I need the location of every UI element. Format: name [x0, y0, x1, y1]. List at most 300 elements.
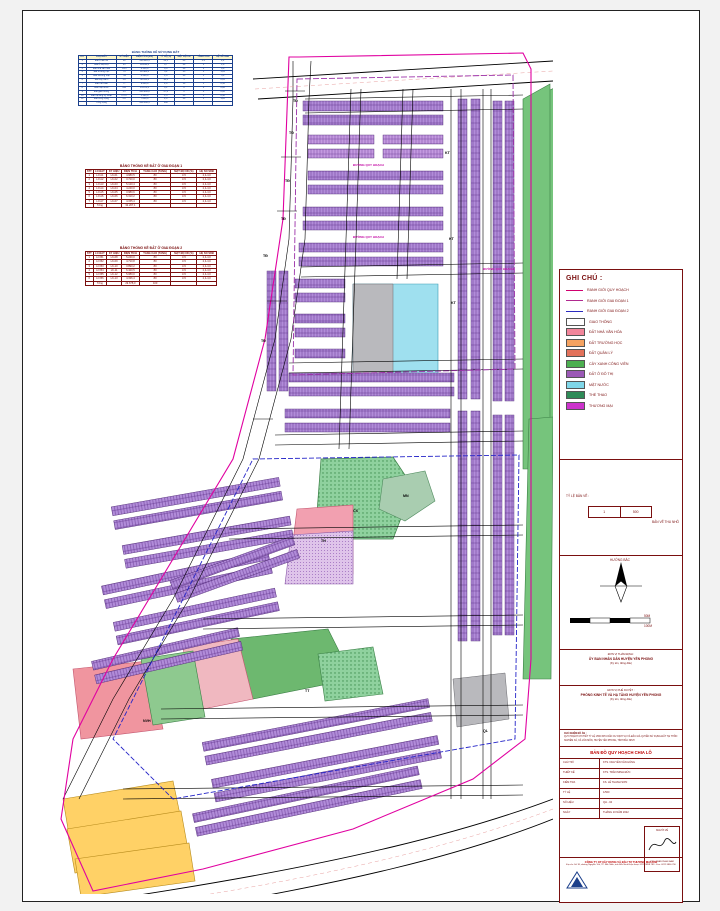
table-cell: 5: [174, 79, 194, 83]
col-header: TẦNG CAO: [194, 56, 213, 60]
map-label: TĐ: [263, 254, 268, 258]
table-cell: LÔ A5: [93, 191, 107, 195]
company-address: Địa chỉ: Số 18, đường Nguyễn Trãi, TP. Bắc Ninh, tỉnh Bắc Ninh Điện thoại: 0222.3856.789 - Fax: 0222.3856.790: [566, 864, 676, 866]
legend-label: GIAO THÔNG: [589, 319, 612, 324]
table-cell: NVH: [117, 67, 132, 71]
table-row: [86, 203, 217, 207]
table-cell: 4,1: [157, 86, 174, 90]
table-cell: 9: [79, 90, 87, 94]
table-cell: 4: [79, 71, 87, 75]
col-header: HỆ SỐ SDĐ: [213, 56, 233, 60]
table-cell: 2.150,0: [132, 67, 158, 71]
road-label: ĐƯỜNG QUY HOẠCH: [353, 235, 384, 239]
table-cell: LK-11: [107, 268, 122, 272]
col-header: MẬT ĐỘ XD (%): [171, 170, 197, 174]
table-cell: LÔ B3: [93, 264, 107, 268]
table-cell: 5.120,0: [132, 94, 158, 98]
table-cell: Đất giao thông: [86, 90, 117, 94]
signer-name: KTS. TRẦN PHAN NAM: [650, 861, 674, 863]
table-cell: [174, 102, 194, 106]
legend-item[interactable]: [560, 285, 682, 296]
legend-item[interactable]: [560, 338, 682, 349]
distance-scale-bar: [570, 616, 670, 632]
legend-item[interactable]: [560, 369, 682, 380]
table-cell: 1: [79, 59, 87, 63]
table-cell: 4,7: [157, 63, 174, 67]
table-row: [79, 102, 233, 106]
table-cell: 2,4-4,0: [197, 277, 217, 281]
col-header: HỆ SỐ SDĐ: [197, 252, 217, 256]
table-cell: Tổng: [93, 281, 107, 285]
title-block: [559, 729, 683, 903]
table-cell: 3: [86, 182, 94, 186]
col-header: KÝ HIỆU: [117, 56, 132, 60]
table-cell: 0: [174, 86, 194, 90]
table-cell: Đất ở biệt thự: [86, 63, 117, 67]
table-cell: 15.870,0: [132, 86, 158, 90]
scale-panel: [559, 459, 683, 557]
table-cell: 10: [79, 94, 87, 98]
signer-label: NGƯỜI VẼ: [655, 829, 669, 832]
table-cell: Tổng: [93, 203, 107, 207]
table-cell: 0: [174, 90, 194, 94]
drawing-title: BẢN ĐỒ QUY HOẠCH CHIA LÔ: [560, 747, 682, 759]
table-cell: 6.420,5: [121, 268, 139, 272]
table-cell: 2,4-4,0: [197, 199, 217, 203]
table-cell: 60: [174, 75, 194, 79]
table-cell: 145.260,0: [132, 90, 158, 94]
table-cell: LK-03: [107, 182, 122, 186]
table-cell: 3.980,6: [121, 191, 139, 195]
table-cell: LÔ A2: [93, 178, 107, 182]
table-cell: 80: [139, 273, 171, 277]
phase1-table-wrapper[interactable]: [85, 163, 217, 208]
table-cell: 1,6: [157, 75, 174, 79]
table-cell: 5.120,4: [121, 182, 139, 186]
company-name: CÔNG TY CP XÂY DỰNG VÀ ĐẦU TƯ THƯƠNG MẠI ACĐ: [584, 861, 658, 864]
table-cell: 3: [194, 71, 213, 75]
map-label: KT: [451, 301, 456, 305]
table-cell: 1,05: [213, 71, 233, 75]
table-row: [86, 281, 217, 285]
approval2-line2: PHÒNG KINH TẾ VÀ HẠ TẦNG HUYỆN YÊN PHONG: [580, 693, 662, 698]
col-header: TẦNG CAO (TẦNG): [139, 170, 171, 174]
table-cell: BT: [117, 63, 132, 67]
phase1-table: [85, 169, 217, 208]
legend-label: CÂY XANH CÔNG VIÊN: [589, 361, 629, 366]
table-cell: 12.480,0: [132, 71, 158, 75]
table-cell: Đất thương mại: [86, 75, 117, 79]
titleblock-row: [560, 769, 682, 779]
table-cell: LÔ B6: [93, 277, 107, 281]
legend-label: RANH GIỚI GIAI ĐOẠN 1: [587, 298, 629, 303]
titleblock-row-key: NGÀY: [560, 809, 600, 818]
col-header: DIỆN TÍCH (m2): [132, 56, 158, 60]
legend-label: ĐẤT TRƯỜNG HỌC: [589, 340, 623, 345]
table-cell: 2,4-4,0: [197, 174, 217, 178]
titleblock-row-key: KIỂM TRA: [560, 779, 600, 788]
table-cell: LK-04: [107, 186, 122, 190]
table-cell: LK-06: [107, 195, 122, 199]
legend-label: ĐẤT QUẢN LÝ: [589, 351, 613, 356]
legend-panel[interactable]: [559, 269, 683, 461]
table-cell: Tổng cộng: [86, 102, 117, 106]
map-label: TĐ: [281, 217, 286, 221]
table-cell: 2,4-4,0: [197, 256, 217, 260]
company-logo-icon: [566, 870, 588, 890]
road-label: ĐƯỜNG QUY HOẠCH: [483, 267, 514, 271]
table-cell: TM: [117, 75, 132, 79]
table-cell: [213, 102, 233, 106]
table-cell: 1,3: [157, 94, 174, 98]
table-cell: 3-5: [171, 182, 197, 186]
table-cell: LÔ B4: [93, 268, 107, 272]
legend-swatch: [566, 318, 585, 326]
phase2-table-wrapper[interactable]: [85, 245, 217, 286]
approval2-line1: ĐƠN VỊ PHÊ DUYỆT :: [607, 689, 635, 692]
legend-item[interactable]: [560, 317, 682, 328]
table-cell: 2,4: [157, 83, 174, 87]
titleblock-row: [560, 799, 682, 809]
north-arrow-panel: [559, 555, 683, 651]
legend-title: GHI CHÚ :: [566, 275, 603, 282]
table-cell: 3,2: [157, 71, 174, 75]
table-cell: [171, 281, 197, 285]
table-cell: 80: [139, 268, 171, 272]
table-cell: 2,4-4,0: [197, 268, 217, 272]
table-cell: LK-07: [107, 199, 122, 203]
map-label: QL: [483, 729, 488, 733]
table-cell: 4.240,0: [121, 186, 139, 190]
approval1-line2: ỦY BAN NHÂN DÂN HUYỆN YÊN PHONG: [588, 657, 654, 662]
legend-swatch: [566, 328, 585, 336]
phase1-title: BẢNG THỐNG KÊ ĐẤT Ở GIAI ĐOẠN 1: [119, 164, 183, 168]
legend-item[interactable]: [560, 327, 682, 338]
table-cell: 1: [194, 83, 213, 87]
col-header: KÝ HIỆU: [107, 170, 122, 174]
table-cell: TT: [117, 83, 132, 87]
table-cell: LK-08: [107, 256, 122, 260]
map-label: TĐ: [285, 179, 290, 183]
table-cell: 4.155,4: [121, 199, 139, 203]
legend-swatch: [566, 360, 585, 368]
table-cell: CX: [117, 79, 132, 83]
table-cell: MN: [117, 86, 132, 90]
legend-item[interactable]: [560, 380, 682, 391]
table-cell: TH: [117, 71, 132, 75]
table-cell: [117, 102, 132, 106]
table-cell: 3-5: [171, 199, 197, 203]
scale-left-value: 1: [589, 507, 621, 517]
table-cell: 2,4-4,0: [197, 186, 217, 190]
table-cell: [194, 102, 213, 106]
map-label: TT: [305, 689, 310, 693]
phase2-table: [85, 251, 217, 286]
legend-item[interactable]: [560, 296, 682, 307]
table-cell: 5: [86, 191, 94, 195]
titleblock-row: [560, 779, 682, 789]
table-cell: 100: [139, 281, 171, 285]
table-cell: LK-12: [107, 273, 122, 277]
table-cell: LK-10: [107, 264, 122, 268]
col-header: HỆ SỐ SDĐ: [197, 170, 217, 174]
legend-item[interactable]: [560, 401, 682, 412]
scale-right-value: 500: [632, 510, 639, 514]
table-cell: LÔ B5: [93, 273, 107, 277]
table-cell: 1: [86, 174, 94, 178]
table-cell: 3-5: [171, 174, 197, 178]
table-cell: 38.650,0: [132, 79, 158, 83]
table-cell: 100: [157, 102, 174, 106]
table-cell: 2: [86, 178, 94, 182]
table-cell: Đất nhà văn hóa: [86, 67, 117, 71]
table-cell: LÔ B2: [93, 260, 107, 264]
table-cell: 4: [86, 186, 94, 190]
col-header: MẬT ĐỘ XD: [174, 56, 194, 60]
legend-item[interactable]: [560, 390, 682, 401]
table-cell: 2: [86, 260, 94, 264]
drawing-sheet: [22, 10, 700, 902]
legend-swatch: [566, 349, 585, 357]
table-cell: [79, 102, 87, 106]
table-cell: 5: [194, 75, 213, 79]
legend-label: MẶT NƯỚC: [589, 382, 609, 387]
table-cell: [107, 281, 122, 285]
table-cell: 2: [79, 63, 87, 67]
titleblock-row-value: THÁNG 10 NĂM 2022: [603, 811, 629, 815]
titleblock-row-value: KS. LÊ THANH SƠN: [603, 781, 628, 785]
land-use-statistics-table[interactable]: [78, 49, 233, 106]
table-cell: 80: [139, 178, 171, 182]
legend-label: THỂ THAO: [589, 393, 608, 398]
table-cell: 3: [194, 63, 213, 67]
table-cell: [171, 203, 197, 207]
table-cell: 10,0: [157, 79, 174, 83]
table-cell: 0: [194, 86, 213, 90]
project-note: [560, 730, 682, 747]
table-cell: 35: [174, 71, 194, 75]
map-label: TĐ: [293, 99, 298, 103]
table-cell: 80: [139, 199, 171, 203]
map-label: MN: [403, 494, 409, 498]
table-cell: 1: [194, 79, 213, 83]
legend-label: ĐẤT Ở ĐÔ THỊ: [589, 372, 614, 377]
table-cell: 3-5: [194, 59, 213, 63]
table-cell: Đất mặt nước: [86, 86, 117, 90]
scale-bar-left-label: 50M: [644, 614, 651, 618]
map-label: TĐ: [261, 339, 266, 343]
map-label: KT: [449, 237, 454, 241]
table-cell: 4.710,8: [121, 260, 139, 264]
table-cell: 3.890,2: [121, 264, 139, 268]
project-note-text: QUY HOẠCH CHI TIẾT TỶ LỆ 1/500 KHU DÂN CƯ DỊCH VỤ VÀ ĐẤU GIÁ QUYỀN SỬ DỤNG ĐẤT TẠI THÔN NGHIÊM XÁ, XÃ VĂN MÔN, HUYỆN YÊN PHONG, TỈNH BẮC NINH: [564, 736, 678, 742]
table-cell: 6: [79, 79, 87, 83]
titleblock-row-value: QH - 04: [603, 801, 613, 805]
stat-table-title: BẢNG THỐNG KÊ SỬ DỤNG ĐẤT: [131, 50, 180, 54]
table-cell: 7: [79, 83, 87, 87]
table-cell: 0,8: [213, 67, 233, 71]
table-cell: Đất cây xanh: [86, 79, 117, 83]
table-cell: 9.430,0: [132, 83, 158, 87]
map-label: NVH: [143, 719, 151, 723]
table-cell: LÔ A3: [93, 182, 107, 186]
legend-swatch: [566, 402, 585, 410]
legend-label: ĐẤT NHÀ VĂN HÓA: [589, 330, 622, 335]
north-arrow-icon: [560, 556, 682, 616]
table-cell: 8: [79, 86, 87, 90]
table-cell: 2,4-4,0: [197, 273, 217, 277]
table-cell: 18.240,0: [132, 63, 158, 67]
table-cell: 2,4-4,0: [197, 182, 217, 186]
titleblock-row-key: THIẾT KẾ: [560, 769, 600, 778]
table-cell: [197, 281, 217, 285]
table-cell: 3.720,0: [121, 178, 139, 182]
titleblock-row: [560, 809, 682, 819]
titleblock-row-key: CHỦ TRÌ: [560, 759, 600, 768]
col-header: STT: [86, 252, 92, 255]
table-cell: 4.680,5: [121, 174, 139, 178]
table-cell: 0,10: [213, 83, 233, 87]
table-cell: GT: [117, 90, 132, 94]
col-header: LÔ ĐẤT: [95, 170, 105, 173]
table-cell: 7.640,0: [132, 98, 158, 102]
map-label: TH: [321, 539, 326, 543]
table-cell: 6.320,0: [132, 75, 158, 79]
table-cell: 60: [174, 63, 194, 67]
approval-panel-investor: [559, 685, 683, 731]
legend-swatch: [566, 311, 583, 312]
col-header: LÔ ĐẤT: [95, 252, 105, 255]
titleblock-row-value: KTS. NGUYỄN VĂN HÙNG: [603, 761, 635, 765]
table-cell: 80: [139, 264, 171, 268]
table-cell: LK: [117, 59, 132, 63]
col-header: TỶ LỆ (%): [157, 56, 174, 60]
legend-swatch: [566, 370, 585, 378]
table-cell: 5.080,0: [121, 273, 139, 277]
stat-table: [78, 55, 233, 106]
col-header: STT: [86, 170, 92, 173]
approval1-line3: (Ký tên, đóng dấu): [609, 662, 633, 666]
col-header: KÝ HIỆU: [107, 252, 122, 256]
titleblock-row-key: TỶ LỆ: [560, 789, 600, 798]
table-cell: 3-5: [171, 260, 197, 264]
table-cell: 2,0: [157, 98, 174, 102]
legend-swatch: [566, 290, 583, 291]
table-cell: 3-5: [171, 186, 197, 190]
table-cell: 37,6: [157, 90, 174, 94]
legend-swatch: [566, 391, 585, 399]
table-cell: 80: [139, 182, 171, 186]
table-cell: [139, 203, 171, 207]
table-cell: [86, 203, 94, 207]
road-label: ĐƯỜNG QUY HOẠCH: [353, 163, 384, 167]
table-cell: 3: [194, 98, 213, 102]
north-label: HƯỚNG BẮC: [610, 558, 630, 562]
table-cell: 0: [194, 90, 213, 94]
table-cell: HTKT: [117, 94, 132, 98]
legend-swatch: [566, 300, 583, 301]
table-cell: LK-09: [107, 260, 122, 264]
legend-item[interactable]: [560, 306, 682, 317]
project-note-label: CHỦ NHIỆM ĐỒ ÁN :: [564, 733, 587, 735]
table-cell: 386.580,5: [132, 102, 158, 106]
scale-caption: TỶ LỆ BẢN VẼ :: [566, 494, 590, 498]
company-block: [560, 857, 682, 902]
table-cell: 32,5: [157, 59, 174, 63]
table-cell: LK-13: [107, 277, 122, 281]
legend-item[interactable]: [560, 348, 682, 359]
table-cell: LK-01: [107, 174, 122, 178]
table-cell: 3: [79, 67, 87, 71]
col-header: STT: [80, 56, 85, 58]
table-cell: 0,00: [213, 86, 233, 90]
table-cell: 0,40: [213, 94, 233, 98]
table-cell: 3,0: [213, 75, 233, 79]
table-cell: LK-02: [107, 178, 122, 182]
table-cell: Đất ở liền kề: [86, 59, 117, 63]
map-label: TĐ: [289, 131, 294, 135]
table-cell: 40: [174, 98, 194, 102]
table-cell: 6.310,2: [121, 195, 139, 199]
table-cell: Đất hạ tầng kỹ thuật: [86, 94, 117, 98]
table-cell: 2,4-4,0: [197, 178, 217, 182]
titleblock-row-key: SỐ HIỆU: [560, 799, 600, 808]
legend-label: RANH GIỚI GIAI ĐOẠN 2: [587, 309, 629, 314]
table-cell: 80: [139, 191, 171, 195]
table-cell: 1,20: [213, 98, 233, 102]
table-cell: 2,4-4,0: [197, 260, 217, 264]
table-cell: 3-5: [171, 268, 197, 272]
table-cell: LÔ A4: [93, 186, 107, 190]
signature-icon: [645, 832, 679, 856]
legend-swatch: [566, 339, 585, 347]
scale-note: BẢN VẼ THU NHỎ: [652, 520, 680, 524]
table-cell: 3-5: [171, 264, 197, 268]
table-cell: 3-5: [171, 256, 197, 260]
table-cell: 3-5: [171, 273, 197, 277]
legend-item[interactable]: [560, 359, 682, 370]
table-cell: 1: [194, 94, 213, 98]
table-cell: 2,4-4,0: [197, 191, 217, 195]
table-cell: LÔ A1: [93, 174, 107, 178]
table-cell: 1,8: [213, 63, 233, 67]
table-cell: 80: [139, 277, 171, 281]
table-cell: 2,4-4,0: [197, 264, 217, 268]
approval-panel-appraisal: [559, 649, 683, 687]
table-cell: 4.336,4: [121, 277, 139, 281]
table-cell: 3-5: [171, 195, 197, 199]
table-cell: 7: [86, 199, 94, 203]
table-cell: 2,4: [213, 59, 233, 63]
table-cell: 3: [86, 264, 94, 268]
table-cell: 2: [194, 67, 213, 71]
table-cell: 80: [139, 174, 171, 178]
titleblock-row-value: KTS. TRẦN MINH ĐỨC: [603, 771, 631, 775]
table-cell: 80: [139, 260, 171, 264]
legend-label: THƯƠNG MẠI: [589, 403, 613, 408]
table-cell: 0,00: [213, 90, 233, 94]
col-header: TẦNG CAO (TẦNG): [139, 252, 171, 256]
approval2-line3: (Ký tên, đóng dấu): [609, 698, 633, 702]
legend-label: RANH GIỚI QUY HOẠCH: [587, 288, 629, 293]
titleblock-row: [560, 789, 682, 799]
table-cell: 6: [86, 195, 94, 199]
table-cell: 0,6: [157, 67, 174, 71]
table-cell: 4: [86, 268, 94, 272]
table-cell: Đất trường học: [86, 71, 117, 75]
table-cell: LK-05: [107, 191, 122, 195]
scale-bar: [588, 506, 652, 518]
